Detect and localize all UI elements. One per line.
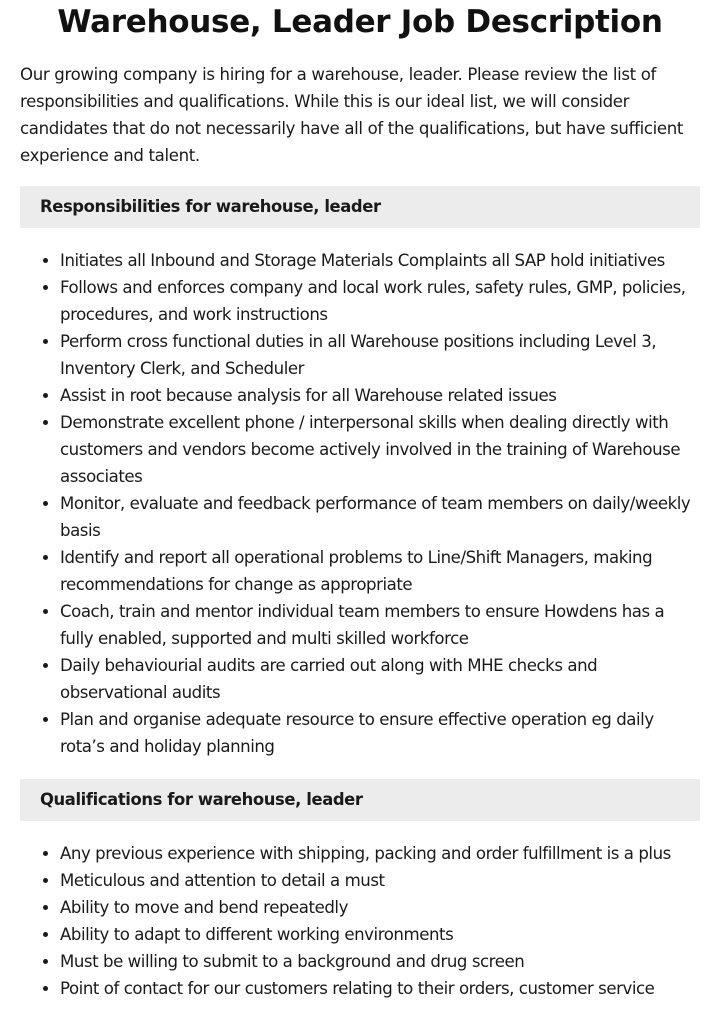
qualifications-list <box>20 840 700 1002</box>
responsibility-item: • Daily behaviourial audits are carried out along with MHE checks and observational audits <box>60 652 700 706</box>
responsibility-item: • Identify and report all operational problems to Line/Shift Managers, making recommendations for change as appropriate <box>60 544 700 598</box>
qualifications-heading: Qualifications for warehouse, leader <box>20 779 700 821</box>
responsibilities-list <box>20 247 700 760</box>
responsibility-item: • Perform cross functional duties in all Warehouse positions including Level 3, Inventory Clerk, and Scheduler <box>60 328 700 382</box>
qualification-item: • Meticulous and attention to detail a must <box>60 867 700 894</box>
qualification-item: • Point of contact for our customers relating to their orders, customer service <box>60 975 700 1002</box>
responsibility-item: • Follows and enforces company and local work rules, safety rules, GMP, policies, procedures, and work instructions <box>60 274 700 328</box>
responsibility-item: • Initiates all Inbound and Storage Materials Complaints all SAP hold initiatives <box>60 247 700 274</box>
responsibility-item: • Coach, train and mentor individual team members to ensure Howdens has a fully enabled, supported and multi skilled workforce <box>60 598 700 652</box>
intro-paragraph: Our growing company is hiring for a warehouse, leader. Please review the list of responsibilities and qualifications. While this is our ideal list, we will consider candidates that do not necessarily have all of the qualifications, but have sufficient experience and talent. <box>20 65 684 165</box>
qualification-item: • Any previous experience with shipping, packing and order fulfillment is a plus <box>60 840 700 867</box>
page-title: Warehouse, Leader Job Description <box>57 4 663 40</box>
responsibility-item: • Plan and organise adequate resource to ensure effective operation eg daily rota’s and holiday planning <box>60 706 700 760</box>
responsibility-item: • Monitor, evaluate and feedback performance of team members on daily/weekly basis <box>60 490 700 544</box>
qualification-item: • Ability to adapt to different working environments <box>60 921 700 948</box>
responsibility-item: • Demonstrate excellent phone / interpersonal skills when dealing directly with customers and vendors become actively involved in the training of Warehouse associates <box>60 409 700 490</box>
responsibilities-heading: Responsibilities for warehouse, leader <box>20 186 700 228</box>
responsibility-item: • Assist in root because analysis for all Warehouse related issues <box>60 382 700 409</box>
qualification-item: • Ability to move and bend repeatedly <box>60 894 700 921</box>
qualification-item: • Must be willing to submit to a background and drug screen <box>60 948 700 975</box>
